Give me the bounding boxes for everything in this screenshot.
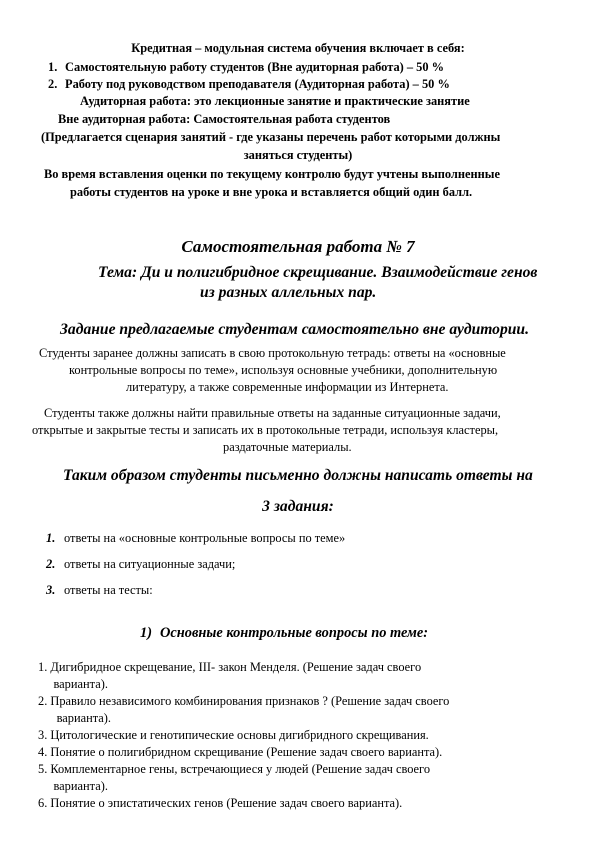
grading-note-line-2: работы студентов на уроке и вне урока и вставляется общий один балл. [70, 185, 473, 199]
summary-item-2: 2. ответы на ситуационные задачи; [46, 557, 236, 571]
question-line: 3. Цитологические и генотипические основы дигибридного скрещивания. [38, 728, 429, 742]
intro-item-2: 2. Работу под руководством преподавателя (Аудиторная работа) – 50 % [48, 77, 450, 91]
theme-line-1: Тема: Ди и полигибридное скрещивание. Взаимодействие генов [98, 264, 538, 281]
theme-line-2: из разных аллельных пар. [200, 284, 377, 301]
question-line: 1. Дигибридное скрещевание, III- закон Менделя. (Решение задач своего [38, 660, 422, 674]
question-line: варианта). [38, 711, 112, 725]
summary-item-1: 1. ответы на «основные контрольные вопросы по теме» [46, 531, 346, 545]
task-para-2-line-2: открытые и закрытые тесты и записать их в протокольные тетради, используя кластеры, [32, 423, 499, 437]
task-heading: Задание предлагаемые студентам самостоятельно вне аудитории. [60, 321, 529, 338]
questions-heading: 1) Основные контрольные вопросы по теме: [140, 625, 429, 641]
auditory-work-line: Аудиторная работа: это лекционные занятие и практические занятие [80, 94, 470, 108]
question-line: 4. Понятие о полигибридном скрещивание (Решение задач своего варианта). [38, 745, 443, 759]
task-para-1-line-3: литературу, а также современные информации из Интернета. [126, 380, 449, 394]
question-line: варианта). [38, 779, 108, 793]
question-line: 5. Комплементарное гены, встречающиеся у людей (Решение задач своего [38, 762, 431, 776]
task-para-1-line-1: Студенты заранее должны записать в свою протокольную тетрадь: ответы на «основные [39, 346, 506, 360]
question-line: 6. Понятие о эпистатических генов (Решение задач своего варианта). [38, 796, 403, 810]
intro-title: Кредитная – модульная система обучения включает в себя: [131, 41, 465, 55]
summary-line-2: 3 задания: [262, 498, 334, 515]
task-para-2-line-1: Студенты также должны найти правильные ответы на заданные ситуационные задачи, [44, 406, 501, 420]
scenario-note-line-1: (Предлагается сценария занятий - где указаны перечень работ которыми должны [41, 130, 501, 144]
work-title: Самостоятельная работа № 7 [181, 237, 415, 256]
summary-line-1: Таким образом студенты письменно должны написать ответы на [63, 467, 533, 484]
question-line: 2. Правило независимого комбинирования признаков ? (Решение задач своего [38, 694, 450, 708]
task-para-2-line-3: раздаточные материалы. [223, 440, 352, 454]
question-line: варианта). [38, 677, 108, 691]
intro-item-1: 1. Самостоятельную работу студентов (Вне аудиторная работа) – 50 % [48, 60, 445, 74]
extra-auditory-line: Вне аудиторная работа: Самостоятельная работа студентов [58, 112, 391, 126]
scenario-note-line-2: заняться студенты) [243, 148, 353, 162]
task-para-1-line-2: контрольные вопросы по теме», используя основные учебники, дополнительную [69, 363, 498, 377]
grading-note-line-1: Во время вставления оценки по текущему контролю будут учтены выполненные [44, 167, 500, 181]
summary-item-3: 3. ответы на тесты: [46, 583, 153, 597]
